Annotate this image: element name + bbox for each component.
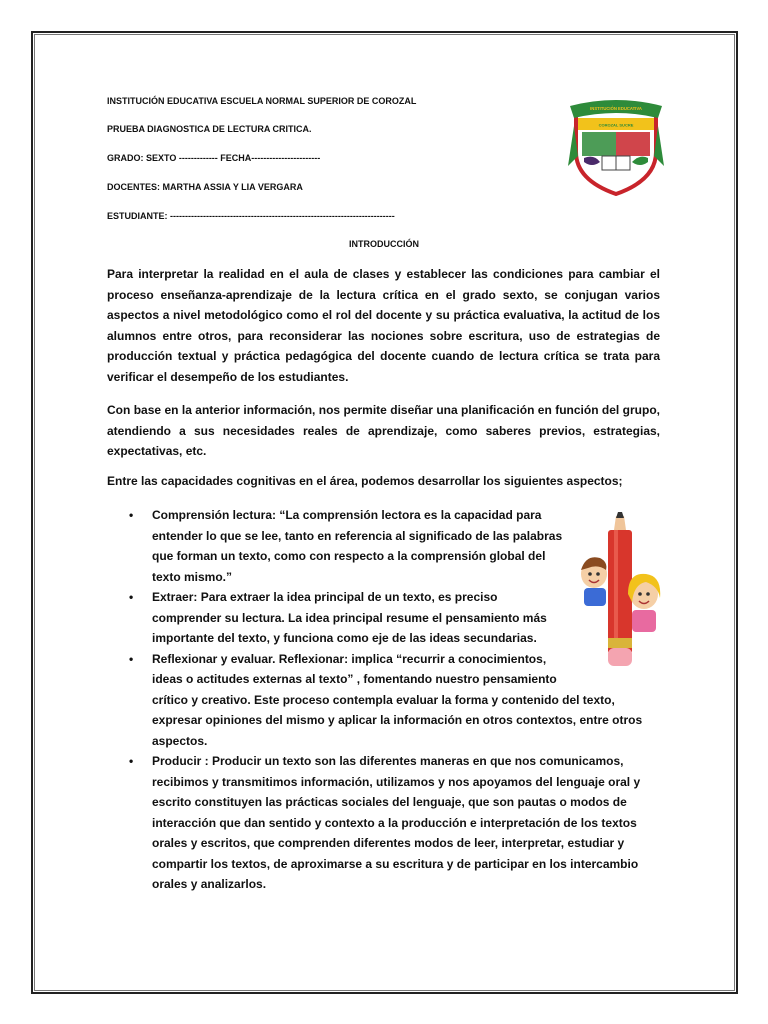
student-line: ESTUDIANTE: --------------------------------------------------------------------------- — [107, 211, 395, 221]
capacities-paragraph: Entre las capacidades cognitivas en el área, podemos desarrollar los siguientes aspectos; — [107, 474, 623, 488]
intro-paragraph: Para interpretar la realidad en el aula de clases y establecer las condiciones para cambiar el proceso enseñanza-aprendizaje de la lectura crítica en el grado sexto, se conjugan varios aspectos a nivel metodológico como el rol del docente y su práctica evaluativa, la actitud de los alumnos entre otros, para reconsiderar las nociones sobre escritura, uso de estrategias de producción textual y práctica pedagógica del docente cuando de lectura crítica se trata para verificar el desempeño de los estudiantes. — [107, 267, 660, 384]
kids-with-pencil-icon — [578, 510, 662, 680]
svg-text:COROZAL SUCRE: COROZAL SUCRE — [598, 122, 634, 128]
list-item: • Comprensión lectura: “La comprensión lectora es la capacidad para entender lo que se lee, tanto en referencia al significado de las palabras que forman un texto, como con respecto a la comprensión global del texto mismo.” — [129, 508, 563, 584]
section-title: INTRODUCCIÓN — [349, 239, 419, 249]
list-item: • Producir : Producir un texto son las diferentes maneras en que nos comunicamos, recibimos y transmitimos información, utilizamos y nos apoyamos del lenguaje oral y escrito constituyen las prácticas sociales del lenguaje, que son pautas o modos de interacción que dan sentido y contexto a la producción e interpretación de los textos orales y escritos, que comprenden diferentes modos de leer, interpretar, estudiar y compartir los textos, de aproximarse a su escritura y de participar en los intercambio orales y analizarlos. — [129, 754, 641, 891]
test-title: PRUEBA DIAGNOSTICA DE LECTURA CRITICA. — [107, 124, 312, 134]
list-item: • Reflexionar y evaluar. Reflexionar: implica “recurrir a conocimientos, ideas o actitudes externas al texto” , fomentando nuestro pensamiento crítico y creativo. Este proceso contempla evaluar la forma y contenido del texto, expresar opiniones del mismo y aplicar la información en otros contextos, entre otros aspectos. — [129, 651, 643, 748]
institution-name: INSTITUCIÓN EDUCATIVA ESCUELA NORMAL SUPERIOR DE COROZAL — [107, 96, 417, 106]
grade-date-line: GRADO: SEXTO ------------- FECHA----------------------- — [107, 153, 321, 163]
teachers-line: DOCENTES: MARTHA ASSIA Y LIA VERGARA — [107, 182, 303, 192]
school-shield-icon — [566, 96, 666, 196]
basis-paragraph: Con base en la anterior información, nos permite diseñar una planificación en función del grupo, atendiendo a sus necesidades reales de aprendizaje, como saberes previos, estrategias, expectativas, etc. — [107, 403, 660, 458]
svg-text:INSTITUCIÓN EDUCATIVA: INSTITUCIÓN EDUCATIVA — [590, 106, 642, 111]
list-item: • Extraer: Para extraer la idea principal de un texto, es preciso comprender su lectura. La idea principal resume el pensamiento más importante del texto, y funciona como eje de las ideas secundarias. — [129, 590, 547, 645]
